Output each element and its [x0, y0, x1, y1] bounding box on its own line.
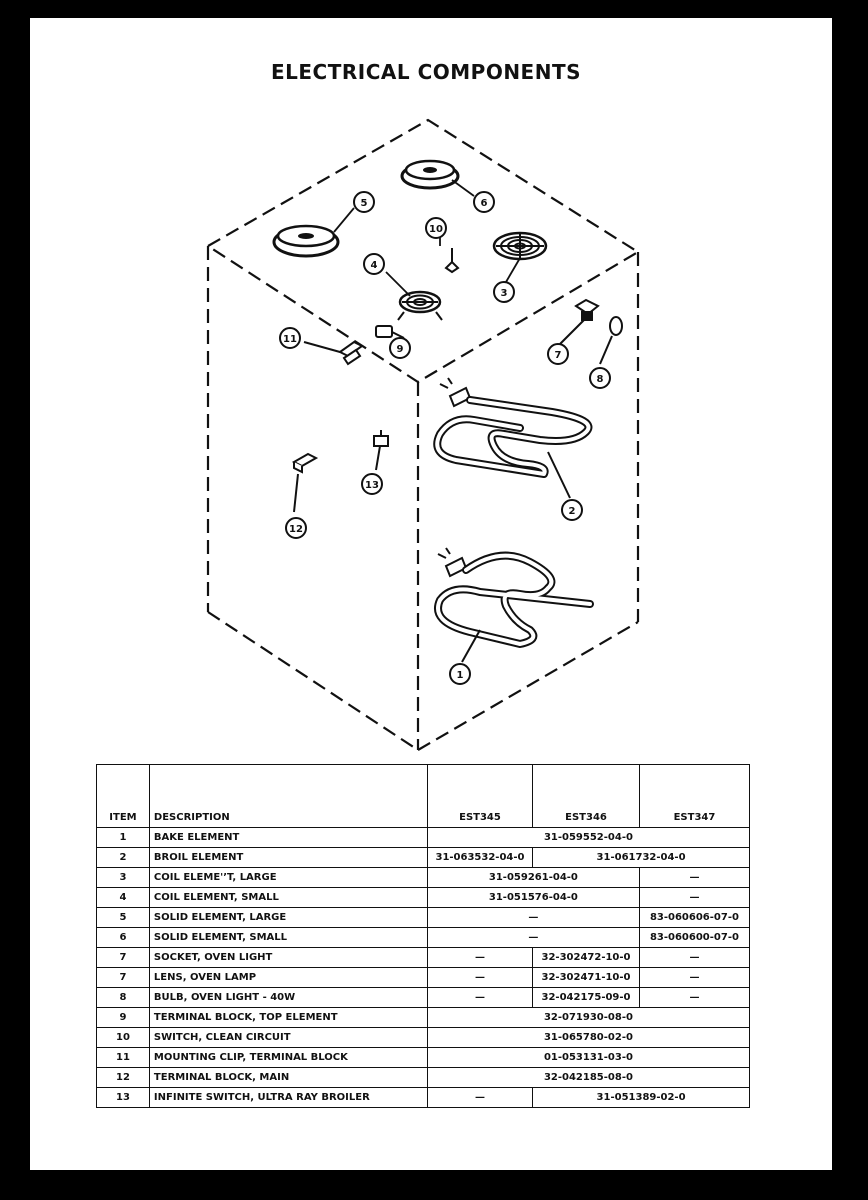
- header-model-3: EST347: [639, 765, 749, 828]
- part-number: —: [427, 1088, 532, 1108]
- page-title: ELECTRICAL COMPONENTS: [270, 60, 582, 84]
- coil-element-small: [398, 292, 442, 320]
- table-row: [97, 828, 750, 848]
- callout-13: [362, 474, 382, 494]
- svg-text:10: 10: [429, 224, 443, 235]
- table-row: [97, 1048, 750, 1068]
- parts-table-header: [97, 765, 750, 828]
- item-number: 6: [97, 928, 150, 948]
- table-row: [97, 968, 750, 988]
- coil-element-large: [494, 233, 546, 259]
- callout-4: [364, 254, 384, 274]
- table-row: [97, 848, 750, 868]
- item-number: 9: [97, 1008, 150, 1028]
- svg-text:8: 8: [596, 374, 604, 385]
- part-number: 32-042185-08-0: [427, 1068, 749, 1088]
- item-description: COIL ELEME'ʼT, LARGE: [149, 868, 427, 888]
- svg-text:2: 2: [568, 506, 576, 517]
- item-description: TERMINAL BLOCK, TOP ELEMENT: [149, 1008, 427, 1028]
- svg-text:4: 4: [370, 260, 378, 271]
- svg-text:3: 3: [500, 288, 508, 299]
- part-number: 32-042175-09-0: [533, 988, 640, 1008]
- parts-table-body: [97, 828, 750, 1108]
- item-description: LENS, OVEN LAMP: [149, 968, 427, 988]
- svg-text:1: 1: [456, 670, 464, 681]
- item-description: BROIL ELEMENT: [149, 848, 427, 868]
- svg-text:13: 13: [365, 480, 379, 491]
- item-number: 13: [97, 1088, 150, 1108]
- callout-10: [426, 218, 446, 238]
- callout-3: [494, 282, 514, 302]
- svg-text:6: 6: [480, 198, 488, 209]
- solid-element-small: [402, 161, 458, 188]
- svg-text:11: 11: [283, 334, 297, 345]
- callout-1: [450, 664, 470, 684]
- svg-text:7: 7: [554, 350, 562, 361]
- header-description: DESCRIPTION: [149, 765, 427, 828]
- part-number: —: [639, 988, 749, 1008]
- terminal-block-main: [294, 454, 316, 512]
- callout-7: [548, 344, 568, 364]
- oven-light-socket: [560, 300, 598, 344]
- part-number: —: [427, 988, 532, 1008]
- part-number: 31-061732-04-0: [533, 848, 750, 868]
- part-number: —: [639, 948, 749, 968]
- table-row: [97, 1008, 750, 1028]
- table-row: [97, 928, 750, 948]
- part-number: 01-053131-03-0: [427, 1048, 749, 1068]
- item-number: 5: [97, 908, 150, 928]
- part-number: 32-071930-08-0: [427, 1008, 749, 1028]
- table-row: [97, 1068, 750, 1088]
- part-number: 83-060600-07-0: [639, 928, 749, 948]
- item-description: TERMINAL BLOCK, MAIN: [149, 1068, 427, 1088]
- table-row: [97, 908, 750, 928]
- part-number: 83-060606-07-0: [639, 908, 749, 928]
- callout-6: [474, 192, 494, 212]
- part-number: —: [639, 888, 749, 908]
- item-description: MOUNTING CLIP, TERMINAL BLOCK: [149, 1048, 427, 1068]
- part-number: —: [427, 928, 639, 948]
- callout-11: [280, 328, 300, 348]
- part-number: —: [639, 968, 749, 988]
- item-number: 11: [97, 1048, 150, 1068]
- callout-5: [354, 192, 374, 212]
- header-model-2: EST346: [533, 765, 640, 828]
- part-number: —: [427, 908, 639, 928]
- bake-element: [438, 548, 590, 662]
- table-row: [97, 948, 750, 968]
- table-row: [97, 868, 750, 888]
- item-number: 7: [97, 968, 150, 988]
- table-row: [97, 988, 750, 1008]
- part-number: 31-051389-02-0: [533, 1088, 750, 1108]
- callout-9: [390, 338, 410, 358]
- item-description: SOCKET, OVEN LIGHT: [149, 948, 427, 968]
- item-number: 2: [97, 848, 150, 868]
- solid-element-large: [274, 226, 338, 256]
- part-number: —: [639, 868, 749, 888]
- item-number: 7: [97, 948, 150, 968]
- item-description: BULB, OVEN LIGHT - 40W: [149, 988, 427, 1008]
- svg-text:5: 5: [360, 198, 368, 209]
- callout-2: [562, 500, 582, 520]
- callout-8: [590, 368, 610, 388]
- part-number: 31-059261-04-0: [427, 868, 639, 888]
- part-number: —: [427, 948, 532, 968]
- part-number: 32-302471-10-0: [533, 968, 640, 988]
- table-row: [97, 1028, 750, 1048]
- svg-text:9: 9: [396, 344, 404, 355]
- header-item: ITEM: [97, 765, 150, 828]
- part-number: 31-059552-04-0: [427, 828, 749, 848]
- part-number: 31-063532-04-0: [427, 848, 532, 868]
- oven-light-bulb: [600, 317, 622, 364]
- table-row: [97, 888, 750, 908]
- item-description: INFINITE SWITCH, ULTRA RAY BROILER: [149, 1088, 427, 1108]
- mounting-clip: [304, 342, 362, 364]
- item-number: 10: [97, 1028, 150, 1048]
- switch-clean-circuit: [446, 248, 458, 272]
- part-number: —: [427, 968, 532, 988]
- part-number: 31-065780-02-0: [427, 1028, 749, 1048]
- item-number: 8: [97, 988, 150, 1008]
- header-model-1: EST345: [427, 765, 532, 828]
- item-number: 12: [97, 1068, 150, 1088]
- part-number: 32-302472-10-0: [533, 948, 640, 968]
- parts-table: [96, 764, 750, 1108]
- broil-element: [437, 378, 588, 498]
- item-description: COIL ELEMENT, SMALL: [149, 888, 427, 908]
- item-description: SWITCH, CLEAN CIRCUIT: [149, 1028, 427, 1048]
- item-number: 4: [97, 888, 150, 908]
- svg-text:12: 12: [289, 524, 303, 535]
- table-row: [97, 1088, 750, 1108]
- callout-12: [286, 518, 306, 538]
- item-number: 3: [97, 868, 150, 888]
- item-description: SOLID ELEMENT, SMALL: [149, 928, 427, 948]
- item-description: BAKE ELEMENT: [149, 828, 427, 848]
- item-description: SOLID ELEMENT, LARGE: [149, 908, 427, 928]
- item-number: 1: [97, 828, 150, 848]
- part-number: 31-051576-04-0: [427, 888, 639, 908]
- terminal-block-top: [376, 326, 404, 338]
- infinite-switch: [374, 430, 388, 470]
